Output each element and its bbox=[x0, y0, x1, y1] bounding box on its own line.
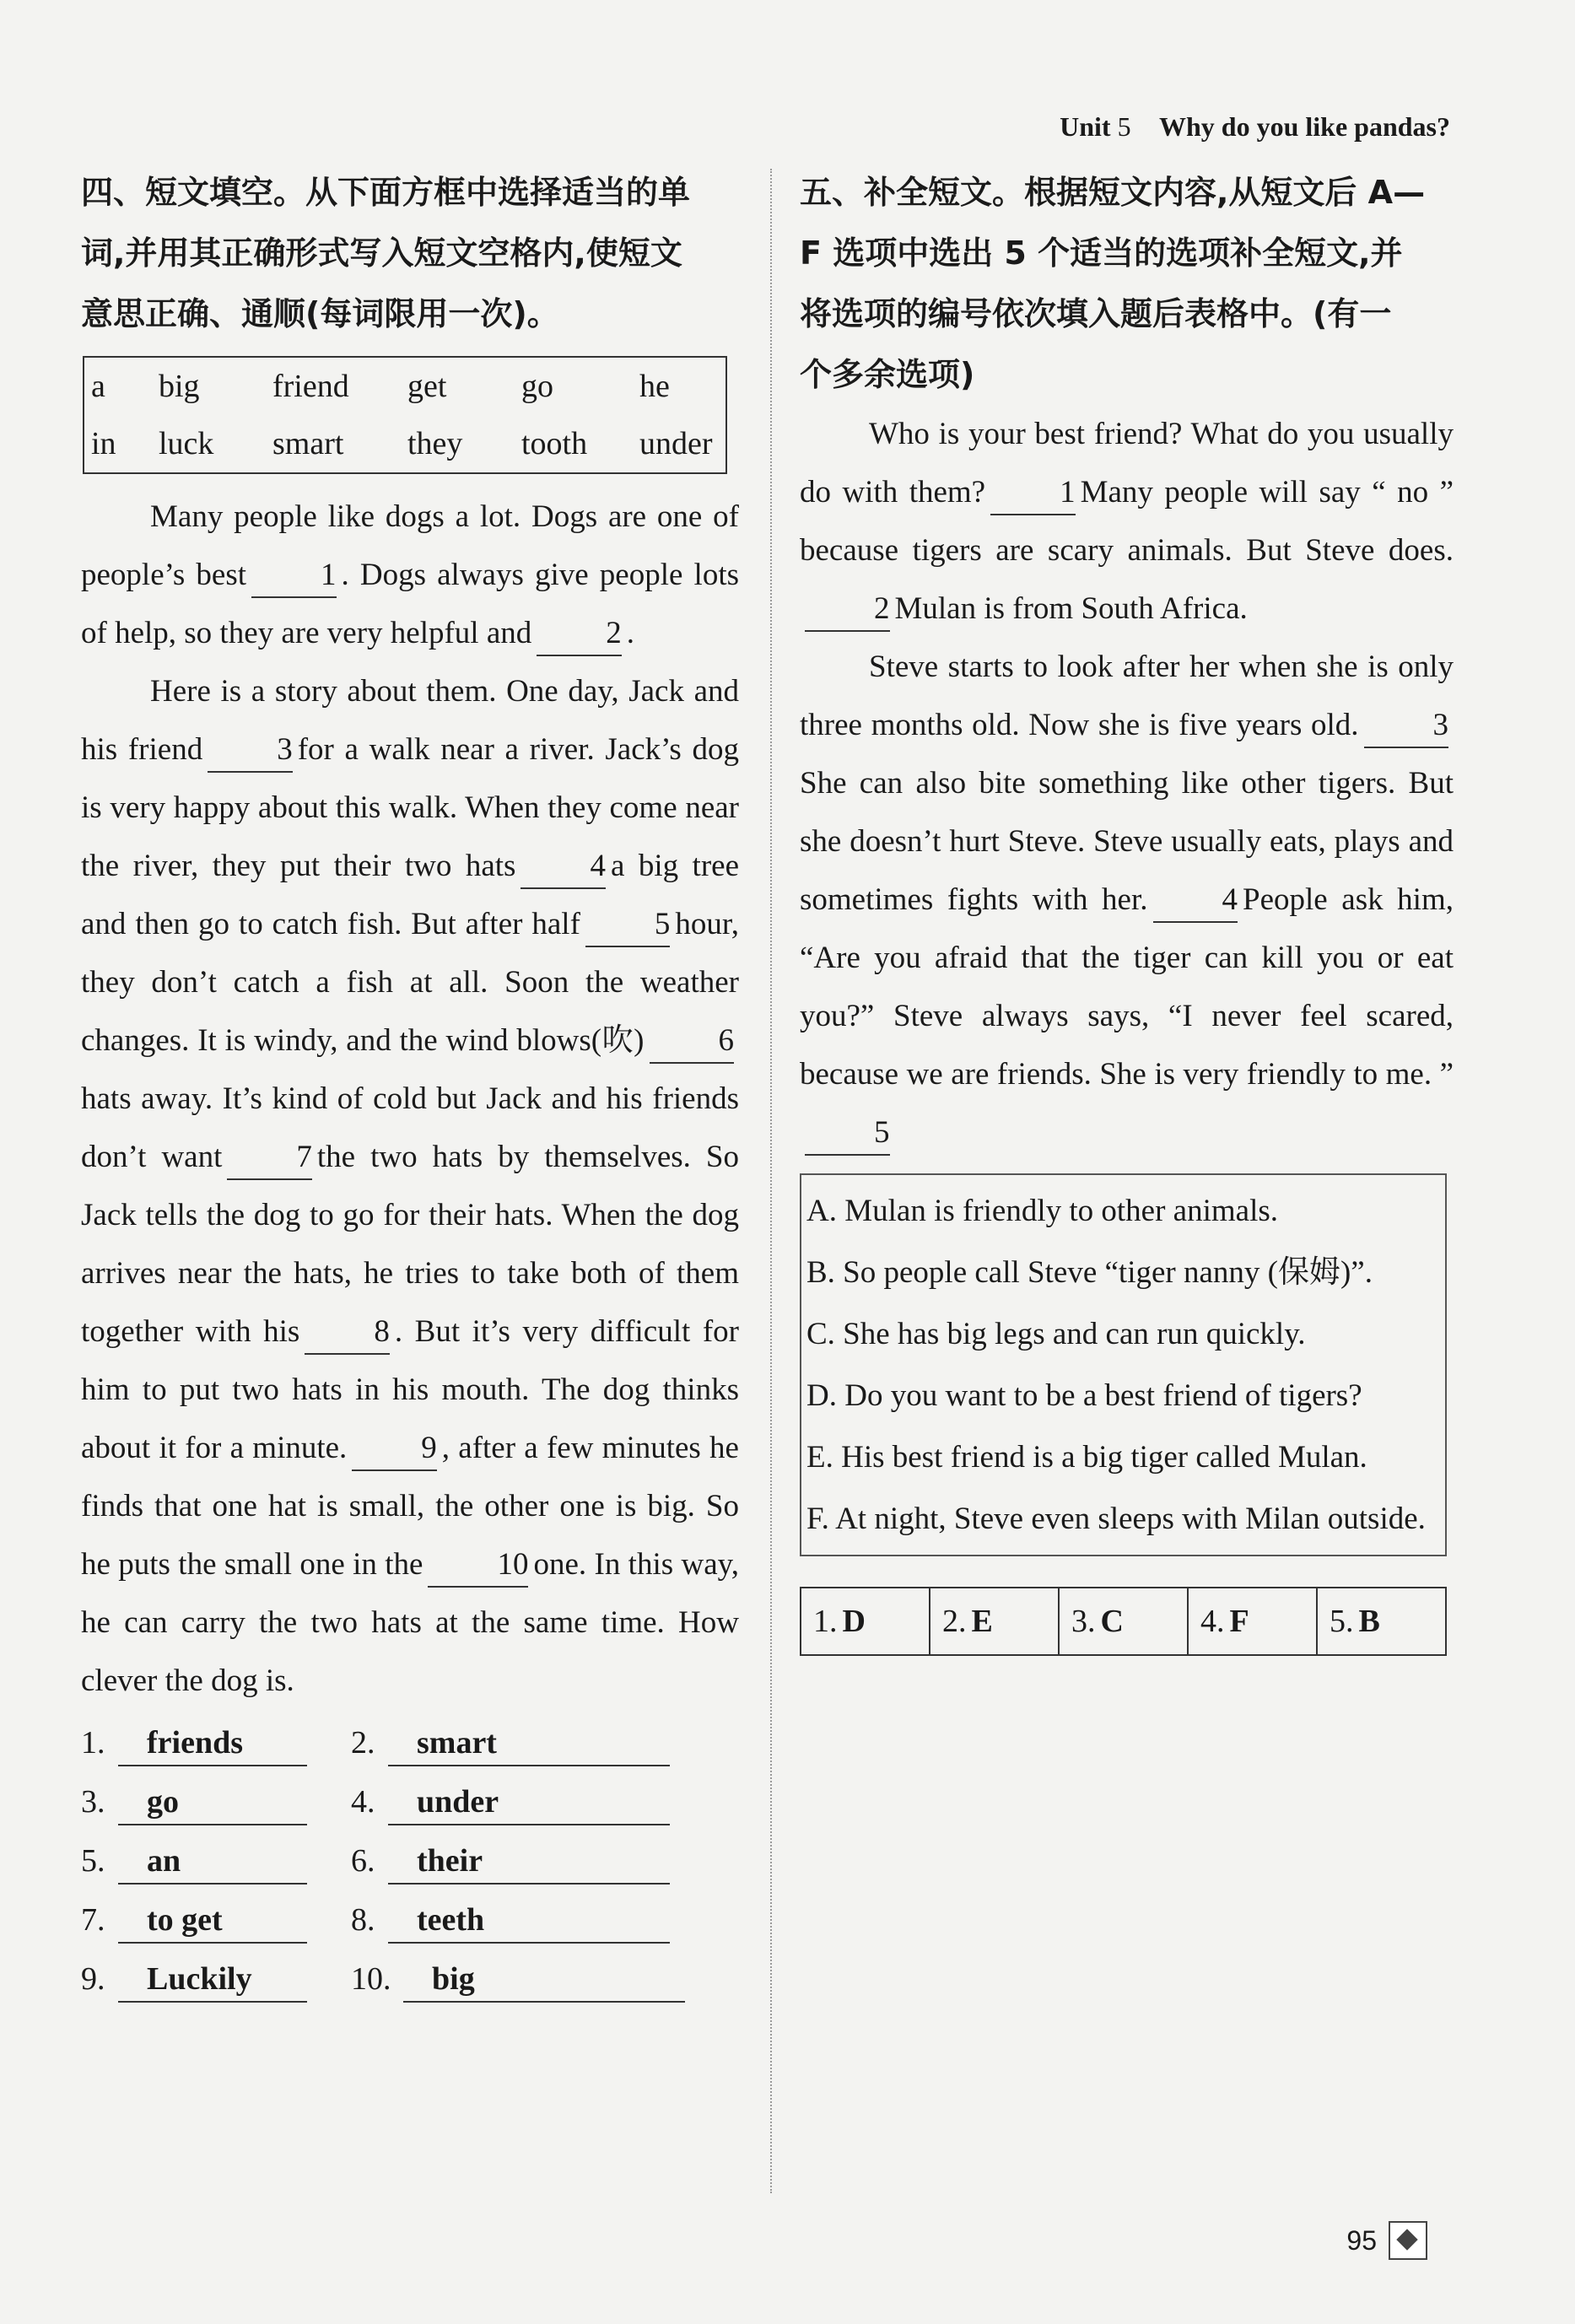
answer-item bbox=[81, 1890, 351, 1949]
options-box bbox=[800, 1173, 1447, 1556]
answer-item bbox=[81, 1713, 351, 1772]
answer-value: friends bbox=[118, 1721, 307, 1766]
blank: 1 bbox=[251, 554, 337, 598]
answer-value: E bbox=[971, 1604, 993, 1639]
blank: 4 bbox=[521, 845, 606, 889]
section-4-passage bbox=[81, 488, 739, 1710]
option-b: B. So people call Steve “tiger nanny (保姆)”. bbox=[806, 1255, 1373, 1290]
answer-cell bbox=[930, 1588, 1059, 1655]
section-4 bbox=[81, 162, 739, 2009]
paragraph bbox=[81, 488, 739, 662]
option-a: A. Mulan is friendly to other animals. bbox=[806, 1194, 1279, 1228]
answer-value: big bbox=[403, 1957, 685, 2003]
answer-item bbox=[81, 1772, 351, 1831]
answer-number: 7. bbox=[81, 1902, 105, 1938]
answer-number: 5. bbox=[81, 1843, 105, 1879]
title-line: 五、补全短文。根据短文内容,从短文后 A— bbox=[800, 174, 1426, 211]
word-box bbox=[83, 356, 727, 474]
section-5 bbox=[800, 162, 1454, 1656]
blank: 5 bbox=[805, 1112, 890, 1156]
answer-value: to get bbox=[118, 1898, 307, 1944]
blank: 5 bbox=[585, 903, 671, 947]
blank: 4 bbox=[1153, 879, 1238, 923]
answer-value: smart bbox=[388, 1721, 670, 1766]
unit-number: 5 bbox=[1117, 111, 1131, 142]
answer-number: 5. bbox=[1330, 1604, 1354, 1639]
answer-value: their bbox=[388, 1839, 670, 1885]
answer-value: teeth bbox=[388, 1898, 670, 1944]
word-box-word: luck bbox=[159, 426, 214, 461]
answer-cell bbox=[1188, 1588, 1317, 1655]
diamond-icon bbox=[1389, 2221, 1427, 2260]
answer-number: 3. bbox=[1071, 1604, 1096, 1639]
text: She can also bite something like other tigers. But she doesn’t hurt Steve. Steve usually eats, plays and sometimes fights with her. bbox=[800, 766, 1454, 917]
word-box-word: go bbox=[521, 369, 553, 404]
blank: 7 bbox=[227, 1136, 312, 1180]
answer-item bbox=[351, 1831, 705, 1890]
answer-cell bbox=[801, 1588, 930, 1655]
blank: 10 bbox=[428, 1544, 528, 1588]
blank: 3 bbox=[208, 729, 293, 773]
text: hats away. It’s kind of cold but Jack and his friends don’t want bbox=[81, 1081, 739, 1174]
answer-cell bbox=[1317, 1588, 1446, 1655]
word-box-word: under bbox=[639, 426, 713, 461]
section-5-title bbox=[800, 162, 1454, 405]
word-box-word: he bbox=[639, 369, 670, 404]
text: Mulan is from South Africa. bbox=[894, 591, 1248, 626]
answer-number: 6. bbox=[351, 1843, 375, 1879]
blank: 1 bbox=[990, 472, 1076, 515]
answer-number: 2. bbox=[942, 1604, 967, 1639]
answer-item bbox=[351, 1772, 705, 1831]
answer-number: 2. bbox=[351, 1725, 375, 1761]
answer-item bbox=[351, 1713, 705, 1772]
blank: 9 bbox=[352, 1427, 437, 1471]
answer-number: 1. bbox=[81, 1725, 105, 1761]
unit-title: Why do you like pandas? bbox=[1158, 111, 1450, 142]
answer-value: D bbox=[842, 1604, 866, 1639]
page-footer bbox=[1346, 2221, 1427, 2260]
paragraph bbox=[800, 405, 1454, 638]
column-divider bbox=[770, 169, 772, 2193]
option-f: F. At night, Steve even sleeps with Milan outside. bbox=[806, 1502, 1426, 1536]
text: hour, they don’t catch a fish at all. Soon the weather changes. It is windy, and the wind blows(吹) bbox=[81, 907, 739, 1058]
option-d: D. Do you want to be a best friend of tigers? bbox=[806, 1378, 1362, 1413]
answer-table bbox=[800, 1587, 1447, 1656]
answer-value: F bbox=[1229, 1604, 1249, 1639]
answer-item bbox=[81, 1831, 351, 1890]
text: Who is your best friend? What do you usually do with them? bbox=[800, 417, 1454, 510]
answer-value: an bbox=[118, 1839, 307, 1885]
paragraph bbox=[800, 638, 1454, 1162]
answer-value: C bbox=[1100, 1604, 1124, 1639]
answer-item bbox=[81, 1949, 351, 2009]
answer-value: Luckily bbox=[118, 1957, 307, 2003]
text: , after a few minutes he finds that one hat is small, the other one is big. So he puts the small one in the bbox=[81, 1431, 739, 1582]
text: one. In this way, he can carry the two hats at the same time. How clever the dog is. bbox=[81, 1547, 739, 1698]
text: Many people will say “ no ” because tigers are scary animals. But Steve does. bbox=[800, 475, 1454, 568]
word-box-word: smart bbox=[272, 426, 344, 461]
text: Many people like dogs a lot. Dogs are one of people’s best bbox=[81, 499, 739, 592]
blank: 2 bbox=[537, 612, 622, 656]
text: Steve starts to look after her when she is only three months old. Now she is five years old. bbox=[800, 650, 1454, 742]
option-e: E. His best friend is a big tiger called Mulan. bbox=[806, 1440, 1367, 1475]
title-line: F 选项中选出 5 个适当的选项补全短文,并 bbox=[800, 235, 1403, 272]
section-4-title bbox=[81, 162, 739, 344]
answer-value: under bbox=[388, 1780, 670, 1825]
word-box-word: tooth bbox=[521, 426, 588, 461]
answer-number: 9. bbox=[81, 1961, 105, 1997]
word-box-word: they bbox=[407, 426, 463, 461]
text: . Dogs always give people lots of help, so they are very helpful and bbox=[81, 558, 740, 650]
title-line: 四、短文填空。从下面方框中选择适当的单 bbox=[81, 174, 691, 211]
answer-value: B bbox=[1358, 1604, 1380, 1639]
word-box-word: get bbox=[407, 369, 447, 404]
answer-number: 10. bbox=[351, 1961, 391, 1997]
answer-item bbox=[351, 1949, 705, 2009]
answer-item bbox=[351, 1890, 705, 1949]
text: . But it’s very difficult for him to put two hats in his mouth. The dog thinks about it for a minute. bbox=[81, 1314, 740, 1465]
answer-cell bbox=[1059, 1588, 1188, 1655]
answer-number: 4. bbox=[351, 1784, 375, 1820]
page-header bbox=[1060, 111, 1450, 143]
text: People ask him, “Are you afraid that the tiger can kill you or eat you?” Steve always says, “I never feel scared, because we are friends. She is very friendly to me. ” bbox=[800, 882, 1454, 1092]
blank: 8 bbox=[305, 1311, 390, 1355]
text: a big tree and then go to catch fish. But after half bbox=[81, 849, 739, 941]
answer-number: 1. bbox=[813, 1604, 838, 1639]
page-number: 95 bbox=[1346, 2224, 1377, 2256]
title-line: 意思正确、通顺(每词限用一次)。 bbox=[81, 295, 559, 332]
word-box-word: in bbox=[91, 426, 116, 461]
unit-label: Unit bbox=[1060, 111, 1111, 142]
word-box-word: friend bbox=[272, 369, 349, 404]
blank: 3 bbox=[1364, 704, 1449, 748]
title-line: 词,并用其正确形式写入短文空格内,使短文 bbox=[81, 235, 682, 272]
option-c: C. She has big legs and can run quickly. bbox=[806, 1317, 1306, 1351]
answer-number: 4. bbox=[1200, 1604, 1225, 1639]
section-5-passage bbox=[800, 405, 1454, 1162]
text: the two hats by themselves. So Jack tells the dog to go for their hats. When the dog arrives near the hats, he tries to take both of them together with his bbox=[81, 1140, 739, 1349]
word-box-word: a bbox=[91, 369, 105, 404]
title-line: 个多余选项) bbox=[800, 356, 975, 393]
table-row bbox=[801, 1588, 1446, 1655]
word-box-word: big bbox=[159, 369, 200, 404]
answer-number: 3. bbox=[81, 1784, 105, 1820]
title-line: 将选项的编号依次填入题后表格中。(有一 bbox=[800, 295, 1392, 332]
blank: 2 bbox=[805, 588, 890, 632]
blank: 6 bbox=[650, 1020, 735, 1064]
paragraph bbox=[81, 662, 739, 1710]
answer-number: 8. bbox=[351, 1902, 375, 1938]
section-4-answers bbox=[81, 1713, 739, 2009]
answer-value: go bbox=[118, 1780, 307, 1825]
text: for a walk near a river. Jack’s dog is very happy about this walk. When they come near the river, they put their two hats bbox=[81, 732, 739, 883]
text: Here is a story about them. One day, Jack and his friend bbox=[81, 674, 739, 767]
text: . bbox=[626, 616, 635, 650]
